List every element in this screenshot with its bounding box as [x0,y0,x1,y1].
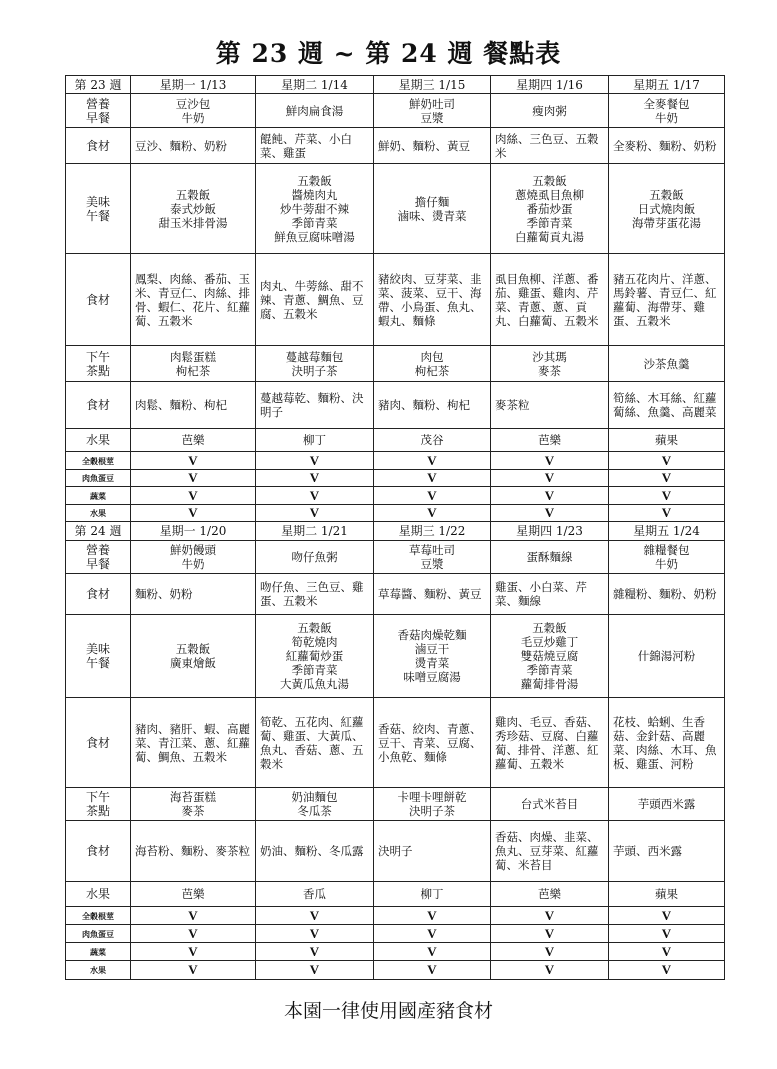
check-fruit-cell: V [374,961,491,980]
snack-ingredients-cell: 肉鬆、麵粉、枸杞 [131,382,256,429]
check-veg-cell: V [256,943,374,961]
breakfast-ingredients-cell: 雞蛋、小白菜、芹菜、麵線 [491,574,609,615]
lunch-ingredients-row [66,254,725,346]
breakfast-ingredients-cell: 草莓醬、麵粉、黃豆 [374,574,491,615]
breakfast-ingredients-row [66,128,725,164]
day-header-cell: 星期二 1/21 [256,522,374,541]
check-protein-cell: V [609,470,725,487]
check-veg-cell: V [491,487,609,505]
breakfast-ingredients-cell: 肉絲、三色豆、五穀米 [491,128,609,164]
row-label-check-grains: 全穀根莖 [66,452,131,470]
breakfast-cell: 蛋酥麵線 [491,541,609,574]
check-veg-cell: V [374,487,491,505]
fruit-cell: 香瓜 [256,882,374,907]
row-label-check-veg: 蔬菜 [66,487,131,505]
row-label-check-fruit: 水果 [66,505,131,522]
row-label-snack-ingredients: 食材 [66,382,131,429]
lunch-ingredients-cell: 花枝、蛤蜊、生香菇、金針菇、高麗菜、肉絲、木耳、魚板、雞蛋、河粉 [609,698,725,788]
breakfast-ingredients-cell: 豆沙、麵粉、奶粉 [131,128,256,164]
check-protein-cell: V [374,925,491,943]
snack-ingredients-cell: 奶油、麵粉、冬瓜露 [256,821,374,882]
breakfast-cell: 鮮肉扁食湯 [256,94,374,128]
row-label-breakfast: 營養 早餐 [66,541,131,574]
check-veg-cell: V [374,943,491,961]
check-fruit-row [66,961,725,980]
snack-cell: 卡哩卡哩餅乾 決明子茶 [374,788,491,821]
row-label-fruit: 水果 [66,882,131,907]
lunch-ingredients-cell: 豬肉、豬肝、蝦、高麗菜、青江菜、蔥、紅蘿蔔、鯛魚、五穀米 [131,698,256,788]
check-grains-cell: V [256,452,374,470]
breakfast-cell: 全麥餐包 牛奶 [609,94,725,128]
check-veg-cell: V [256,487,374,505]
week-label: 第 23 週 [66,76,131,94]
day-header-cell: 星期一 1/20 [131,522,256,541]
lunch-ingredients-cell: 鳳梨、肉絲、番茄、玉米、青豆仁、肉絲、排骨、蝦仁、花片、紅蘿蔔、五穀米 [131,254,256,346]
day-header-cell: 星期三 1/22 [374,522,491,541]
check-grains-cell: V [131,452,256,470]
check-protein-cell: V [491,470,609,487]
check-fruit-cell: V [131,961,256,980]
check-fruit-cell: V [256,961,374,980]
check-grains-cell: V [131,907,256,925]
check-protein-cell: V [374,470,491,487]
lunch-cell: 五穀飯 醬燒肉丸 炒牛蒡甜不辣 季節青菜 鮮魚豆腐味噌湯 [256,164,374,254]
snack-ingredients-cell: 芋頭、西米露 [609,821,725,882]
lunch-cell: 五穀飯 筍乾燒肉 紅蘿蔔炒蛋 季節青菜 大黃瓜魚丸湯 [256,615,374,698]
breakfast-ingredients-cell: 餛飩、芹菜、小白菜、雞蛋 [256,128,374,164]
breakfast-cell: 雜糧餐包 牛奶 [609,541,725,574]
fruit-cell: 柳丁 [256,429,374,452]
check-protein-cell: V [256,470,374,487]
check-grains-cell: V [609,452,725,470]
breakfast-cell: 豆沙包 牛奶 [131,94,256,128]
lunch-ingredients-cell: 雞肉、毛豆、香菇、秀珍菇、豆腐、白蘿蔔、排骨、洋蔥、紅蘿蔔、五穀米 [491,698,609,788]
breakfast-cell: 草莓吐司 豆漿 [374,541,491,574]
check-protein-cell: V [609,925,725,943]
check-veg-cell: V [131,943,256,961]
check-protein-row [66,925,725,943]
lunch-ingredients-cell: 肉丸、牛蒡絲、甜不辣、青蔥、鯛魚、豆腐、五穀米 [256,254,374,346]
breakfast-cell: 鮮奶吐司 豆漿 [374,94,491,128]
snack-ingredients-cell: 蔓越莓乾、麵粉、決明子 [256,382,374,429]
row-label-snack: 下午 茶點 [66,346,131,382]
day-header-cell: 星期四 1/23 [491,522,609,541]
lunch-ingredients-cell: 筍乾、五花肉、紅蘿蔔、雞蛋、大黃瓜、魚丸、香菇、蔥、五穀米 [256,698,374,788]
fruit-cell: 柳丁 [374,882,491,907]
row-label-lunch: 美味 午餐 [66,164,131,254]
fruit-cell: 芭樂 [491,882,609,907]
snack-cell: 肉包 枸杞茶 [374,346,491,382]
check-grains-cell: V [374,907,491,925]
row-label-check-grains: 全穀根莖 [66,907,131,925]
fruit-cell: 芭樂 [491,429,609,452]
lunch-ingredients-cell: 豬五花肉片、洋蔥、馬鈴薯、青豆仁、紅蘿蔔、海帶芽、雞蛋、五穀米 [609,254,725,346]
fruit-cell: 蘋果 [609,429,725,452]
snack-cell: 沙其瑪 麥茶 [491,346,609,382]
breakfast-ingredients-cell: 雜糧粉、麵粉、奶粉 [609,574,725,615]
row-label-check-protein: 肉魚蛋豆 [66,925,131,943]
fruit-cell: 茂谷 [374,429,491,452]
fruit-row [66,429,725,452]
week-23-menu-table [65,75,725,522]
check-fruit-cell: V [374,505,491,522]
check-protein-cell: V [491,925,609,943]
breakfast-row [66,541,725,574]
row-label-breakfast: 營養 早餐 [66,94,131,128]
snack-ingredients-cell: 海苔粉、麵粉、麥茶粒 [131,821,256,882]
check-protein-cell: V [256,925,374,943]
check-grains-cell: V [491,907,609,925]
row-label-breakfast-ingredients: 食材 [66,128,131,164]
snack-ingredients-row [66,821,725,882]
day-header-cell: 星期一 1/13 [131,76,256,94]
snack-ingredients-cell: 香菇、肉燥、韭菜、魚丸、豆芽菜、紅蘿蔔、米苔目 [491,821,609,882]
lunch-cell: 五穀飯 蔥燒虱目魚柳 番茄炒蛋 季節青菜 白蘿蔔貢丸湯 [491,164,609,254]
lunch-cell: 擔仔麵 滷味、燙青菜 [374,164,491,254]
check-grains-cell: V [609,907,725,925]
day-header-cell: 星期二 1/14 [256,76,374,94]
check-veg-row [66,943,725,961]
check-veg-cell: V [491,943,609,961]
check-fruit-cell: V [491,505,609,522]
page-title: 第 23 週 ~ 第 24 週 餐點表 [215,39,562,68]
lunch-cell: 什錦湯河粉 [609,615,725,698]
row-label-breakfast-ingredients: 食材 [66,574,131,615]
check-fruit-cell: V [609,505,725,522]
breakfast-ingredients-cell: 鮮奶、麵粉、黃豆 [374,128,491,164]
check-fruit-cell: V [609,961,725,980]
snack-cell: 台式米苔目 [491,788,609,821]
check-veg-row [66,487,725,505]
lunch-cell: 五穀飯 毛豆炒雞丁 雙菇燒豆腐 季節青菜 蘿蔔排骨湯 [491,615,609,698]
week-24-menu-table [65,521,725,980]
lunch-ingredients-cell: 虱目魚柳、洋蔥、番茄、雞蛋、雞肉、芹菜、青蔥、蔥、貢丸、白蘿蔔、五穀米 [491,254,609,346]
lunch-row [66,615,725,698]
snack-cell: 沙茶魚羹 [609,346,725,382]
breakfast-cell: 鮮奶饅頭 牛奶 [131,541,256,574]
check-grains-row [66,907,725,925]
check-protein-cell: V [131,470,256,487]
footer-note: 本園一律使用國產豬食材 [283,1000,493,1022]
fruit-cell: 芭樂 [131,429,256,452]
check-veg-cell: V [609,943,725,961]
lunch-cell: 香菇肉燥乾麵 滷豆干 燙青菜 味噌豆腐湯 [374,615,491,698]
day-header-cell: 星期五 1/17 [609,76,725,94]
lunch-row [66,164,725,254]
fruit-cell: 芭樂 [131,882,256,907]
breakfast-ingredients-cell: 麵粉、奶粉 [131,574,256,615]
snack-cell: 芋頭西米露 [609,788,725,821]
check-veg-cell: V [609,487,725,505]
check-fruit-cell: V [491,961,609,980]
fruit-row [66,882,725,907]
check-fruit-row [66,505,725,522]
breakfast-ingredients-cell: 全麥粉、麵粉、奶粉 [609,128,725,164]
check-protein-row [66,470,725,487]
snack-cell: 奶油麵包 冬瓜茶 [256,788,374,821]
row-label-check-fruit: 水果 [66,961,131,980]
breakfast-cell: 吻仔魚粥 [256,541,374,574]
row-label-lunch-ingredients: 食材 [66,254,131,346]
snack-ingredients-row [66,382,725,429]
snack-cell: 肉鬆蛋糕 枸杞茶 [131,346,256,382]
lunch-cell: 五穀飯 廣東燴飯 [131,615,256,698]
day-header-row [66,522,725,541]
breakfast-ingredients-row [66,574,725,615]
check-protein-cell: V [131,925,256,943]
snack-cell: 蔓越莓麵包 決明子茶 [256,346,374,382]
day-header-row [66,76,725,94]
day-header-cell: 星期五 1/24 [609,522,725,541]
row-label-check-protein: 肉魚蛋豆 [66,470,131,487]
row-label-snack-ingredients: 食材 [66,821,131,882]
check-grains-cell: V [491,452,609,470]
check-grains-cell: V [374,452,491,470]
lunch-ingredients-cell: 香菇、絞肉、青蔥、豆干、青菜、豆腐、小魚乾、麵條 [374,698,491,788]
week-label: 第 24 週 [66,522,131,541]
snack-row [66,346,725,382]
breakfast-cell: 瘦肉粥 [491,94,609,128]
snack-cell: 海苔蛋糕 麥茶 [131,788,256,821]
snack-row [66,788,725,821]
breakfast-row [66,94,725,128]
snack-ingredients-cell: 筍絲、木耳絲、紅蘿蔔絲、魚羹、高麗菜 [609,382,725,429]
check-fruit-cell: V [256,505,374,522]
check-fruit-cell: V [131,505,256,522]
row-label-lunch: 美味 午餐 [66,615,131,698]
lunch-cell: 五穀飯 日式燒肉飯 海帶芽蛋花湯 [609,164,725,254]
day-header-cell: 星期四 1/16 [491,76,609,94]
check-grains-row [66,452,725,470]
day-header-cell: 星期三 1/15 [374,76,491,94]
row-label-lunch-ingredients: 食材 [66,698,131,788]
snack-ingredients-cell: 麥茶粒 [491,382,609,429]
row-label-check-veg: 蔬菜 [66,943,131,961]
lunch-ingredients-cell: 豬絞肉、豆芽菜、韭菜、菠菜、豆干、海帶、小鳥蛋、魚丸、蝦丸、麵條 [374,254,491,346]
fruit-cell: 蘋果 [609,882,725,907]
snack-ingredients-cell: 豬肉、麵粉、枸杞 [374,382,491,429]
lunch-ingredients-row [66,698,725,788]
breakfast-ingredients-cell: 吻仔魚、三色豆、雞蛋、五穀米 [256,574,374,615]
row-label-snack: 下午 茶點 [66,788,131,821]
row-label-fruit: 水果 [66,429,131,452]
check-veg-cell: V [131,487,256,505]
check-grains-cell: V [256,907,374,925]
lunch-cell: 五穀飯 泰式炒飯 甜玉米排骨湯 [131,164,256,254]
snack-ingredients-cell: 決明子 [374,821,491,882]
